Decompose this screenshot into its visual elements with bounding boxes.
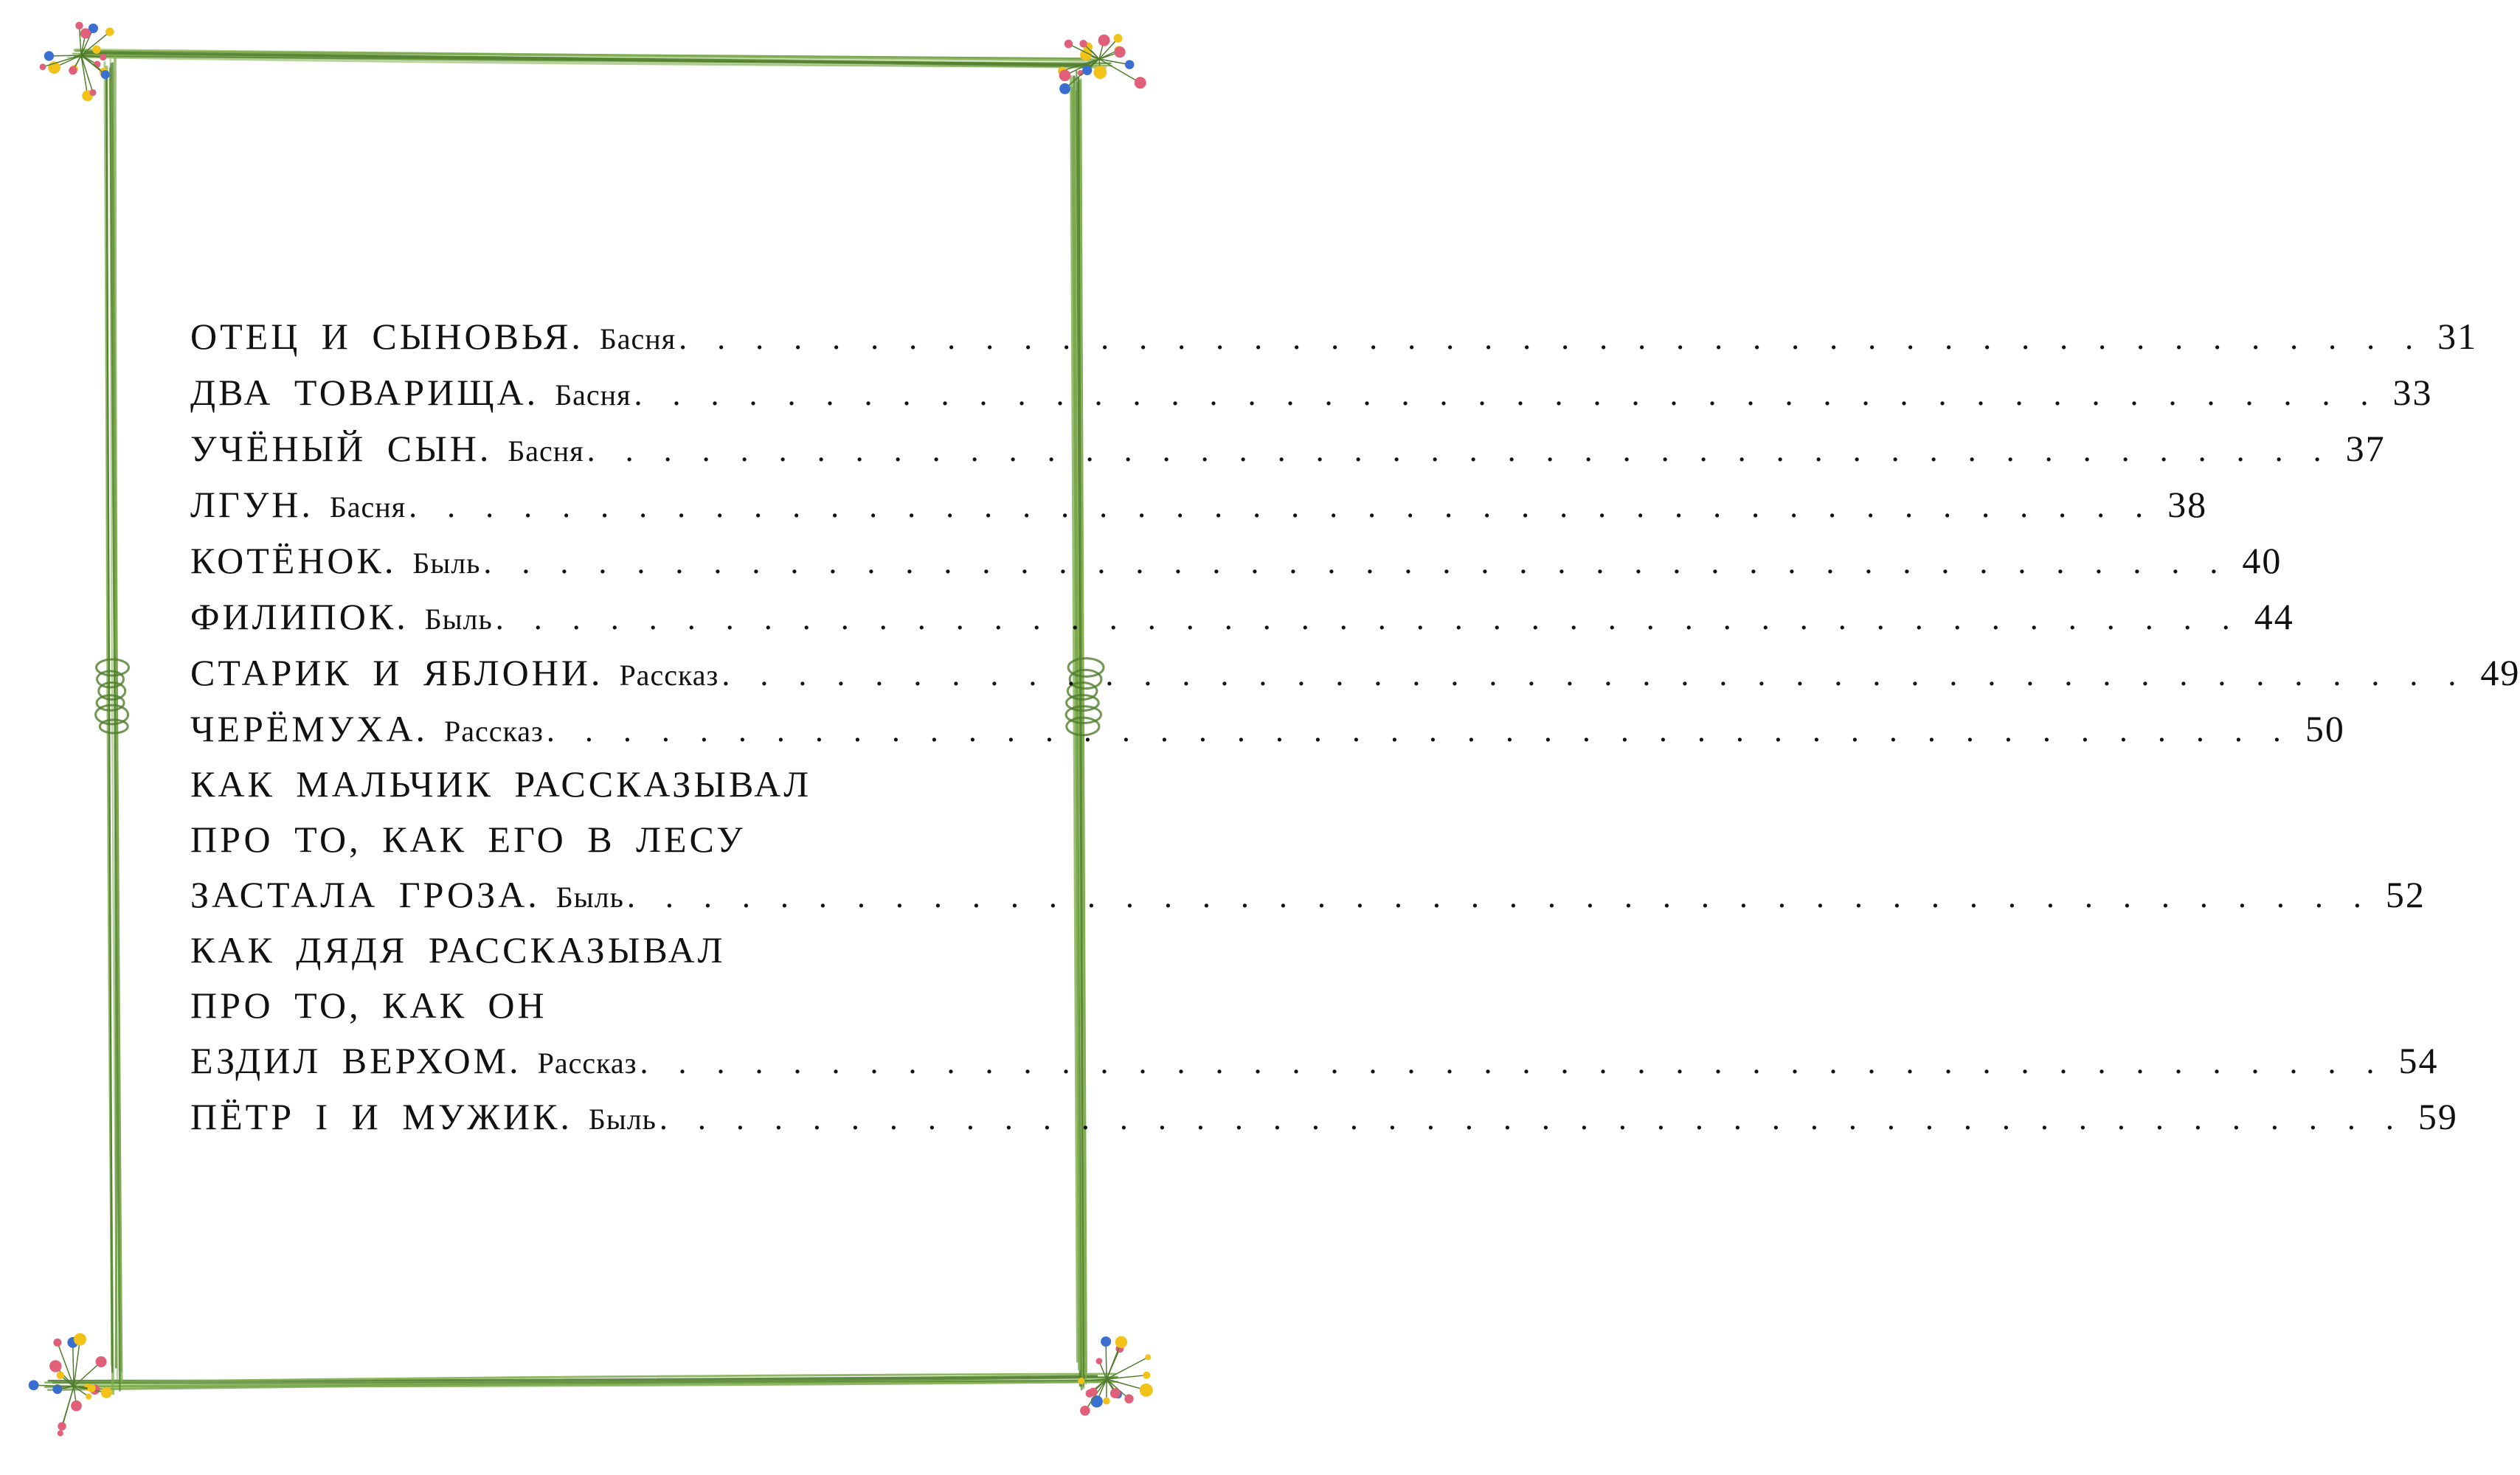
dot-leader: . . . . . . . . . . . . . . . . . . . . . . . . . . . . . . . . . . . . . . . . . . . . . . [495, 600, 2241, 636]
top-right-flower [1098, 35, 1110, 46]
toc-entry-genre: Басня [555, 378, 631, 412]
dot-leader: . . . . . . . . . . . . . . . . . . . . . . . . . . . . . . . . . . . . . . . . . . . . . . [483, 544, 2229, 580]
bottom-left-flower [57, 1371, 65, 1379]
toc-entry-page-number: 54 [2398, 1040, 2439, 1081]
bottom-right-flower [1143, 1372, 1150, 1379]
left-knot [100, 720, 128, 733]
bottom-right-flower [1103, 1398, 1110, 1405]
toc-entry-genre: Басня [329, 490, 406, 524]
toc-entry-line [190, 420, 2386, 476]
toc-entry-page-number: 50 [2305, 708, 2345, 749]
dot-leader: . . . . . . . . . . . . . . . . . . . . . . . . . . . . . . . . . . . . . . . . . . . . . . [586, 432, 2333, 468]
toc-entry-page-number: 40 [2242, 540, 2282, 581]
toc-entry-genre: Рассказ [443, 715, 544, 748]
toc-entry-line [190, 476, 2208, 532]
toc-entry-line [190, 978, 991, 1033]
toc-entry [190, 645, 2520, 701]
bottom-left-flower [96, 1356, 107, 1367]
bottom-right-flower [1140, 1384, 1153, 1397]
top-left-flower [75, 22, 83, 30]
top-right-flower [1059, 70, 1071, 82]
toc-entry-line [190, 1033, 2439, 1089]
top-left-flower [80, 28, 91, 38]
toc-entry-genre: Быль [555, 881, 624, 914]
toc-entry-line [190, 757, 991, 812]
top-right-flower [1135, 77, 1146, 88]
toc-entry-page-number: 31 [2437, 316, 2478, 357]
toc-entry [190, 308, 2478, 364]
toc-entry-genre: Быль [588, 1103, 657, 1136]
toc-entry-line [190, 645, 2520, 701]
dot-leader: . . . . . . . . . . . . . . . . . . . . . . . . . . . . . . . . . . . . . . . . . . . . . . [409, 488, 2155, 524]
toc-entry-line [190, 701, 2345, 757]
top-left-flower [92, 45, 101, 54]
top-left-flower [89, 89, 96, 96]
toc-entry-genre: Быль [424, 603, 493, 636]
toc-entry-page-number: 59 [2417, 1096, 2458, 1137]
toc-entry-page-number: 49 [2480, 652, 2520, 693]
bottom-left-flower [58, 1422, 66, 1430]
toc-entry-title: ПЁТР I И МУЖИК. [190, 1096, 572, 1137]
toc-entry-page-number: 52 [2385, 874, 2426, 915]
toc-entry-title: ЛГУН. [190, 484, 314, 525]
toc-entry-title: ОТЕЦ И СЫНОВЬЯ. [190, 316, 584, 357]
bottom-right-flower [1115, 1336, 1127, 1348]
toc-entry-line [190, 589, 2294, 645]
top-right-flower [1093, 66, 1107, 79]
dot-leader: . . . . . . . . . . . . . . . . . . . . . . . . . . . . . . . . . . . . . . . . . . . . . . [546, 712, 2292, 749]
top-left-flower [105, 27, 114, 36]
toc-entry-page-number: 44 [2254, 596, 2294, 637]
toc-entry-title: ЧЕРЁМУХА. [190, 708, 428, 749]
dot-leader: . . . . . . . . . . . . . . . . . . . . . . . . . . . . . . . . . . . . . . . . . . . . . . [634, 376, 2380, 412]
bottom-left-flower [53, 1339, 61, 1347]
toc-entry-title: ЗАСТАЛА ГРОЗА. [190, 874, 540, 915]
top-right-flower [1059, 83, 1070, 94]
toc-entry-line [190, 364, 2433, 420]
bottom-right-flower [1124, 1395, 1133, 1403]
bottom-right-flower [1145, 1354, 1151, 1360]
toc-entry [190, 923, 2439, 1089]
dot-leader: . . . . . . . . . . . . . . . . . . . . . . . . . . . . . . . . . . . . . . . . . . . . . . [679, 320, 2425, 356]
bottom-left-flower [88, 1384, 96, 1392]
top-left-flower [40, 63, 46, 70]
toc-entry [190, 364, 2433, 420]
bottom-left-flower [86, 1394, 91, 1400]
toc-entry [190, 757, 2426, 923]
top-left-flower [101, 70, 110, 79]
bottom-right-flower [1078, 1378, 1084, 1384]
bottom-right-flower [1101, 1336, 1111, 1347]
dot-leader: . . . . . . . . . . . . . . . . . . . . . . . . . . . . . . . . . . . . . . . . . . . . . . [659, 1100, 2405, 1136]
toc-entry-title: КАК ДЯДЯ РАССКАЗЫВАЛ [190, 929, 726, 971]
top-left-flower [44, 51, 54, 60]
bottom-right-flower [1091, 1395, 1103, 1407]
toc-entry-page-number: 37 [2345, 428, 2386, 469]
toc-entry-title: ФИЛИПОК. [190, 596, 409, 637]
top-right-flower [1082, 66, 1092, 75]
toc-entry-title: КАК МАЛЬЧИК РАССКАЗЫВАЛ [190, 763, 812, 805]
toc-entry-line [190, 308, 2478, 364]
toc-entry-line [190, 923, 991, 978]
toc-entry-title: ПРО ТО, КАК ОН [190, 985, 547, 1026]
toc-entry-line [190, 1089, 2458, 1145]
toc-entry [190, 532, 2282, 589]
bottom-right-flower [1095, 1358, 1102, 1364]
dot-leader: . . . . . . . . . . . . . . . . . . . . . . . . . . . . . . . . . . . . . . . . . . . . . . [721, 656, 2468, 693]
toc-entry-genre: Быль [412, 546, 481, 580]
bottom-right-flower [1110, 1388, 1121, 1398]
toc-entry-genre: Басня [508, 434, 584, 468]
bottom-right-flower-stem [1106, 1342, 1107, 1379]
toc-entry-title: ДВА ТОВАРИЩА. [190, 372, 539, 413]
bottom-right-flower [1080, 1406, 1090, 1416]
top-left-flower [69, 66, 77, 74]
toc-entry-title: СТАРИК И ЯБЛОНИ. [190, 652, 603, 693]
bottom-left-flower [101, 1387, 112, 1398]
toc-entry-page-number: 33 [2392, 372, 2433, 413]
top-right-flower [1065, 40, 1073, 48]
toc-entry-page-number: 38 [2167, 484, 2208, 525]
bottom-left-flower [74, 1333, 86, 1346]
toc-entry-line [190, 812, 991, 867]
bottom-left-flower [29, 1380, 39, 1390]
toc-entry-title: ЕЗДИЛ ВЕРХОМ. [190, 1040, 522, 1081]
toc-entry-line [190, 532, 2282, 589]
top-right-flower [1114, 46, 1125, 58]
toc-entry-title: УЧЁНЫЙ СЫН. [190, 428, 492, 469]
dot-leader: . . . . . . . . . . . . . . . . . . . . . . . . . . . . . . . . . . . . . . . . . . . . . . [640, 1044, 2386, 1080]
top-left-flower-stem [81, 55, 88, 96]
toc-entry [190, 1089, 2458, 1145]
toc-entry-title: ПРО ТО, КАК ЕГО В ЛЕСУ [190, 819, 746, 860]
top-right-flower [1079, 40, 1087, 47]
toc-entry-genre: Рассказ [619, 659, 719, 692]
bottom-left-flower [71, 1401, 82, 1412]
toc-entry-line [190, 867, 2426, 923]
bottom-left-flower [49, 1360, 61, 1372]
bottom-left-flower [58, 1430, 63, 1436]
toc-entry-title: КОТЁНОК. [190, 540, 397, 581]
bottom-right-flower [1089, 1388, 1098, 1397]
toc-entry-genre: Басня [599, 322, 676, 355]
top-right-flower [1125, 60, 1134, 69]
toc-entry [190, 589, 2294, 645]
toc-entry [190, 420, 2386, 476]
toc-entry [190, 701, 2345, 757]
table-of-contents [190, 308, 2520, 1145]
dot-leader: . . . . . . . . . . . . . . . . . . . . . . . . . . . . . . . . . . . . . . . . . . . . . . [626, 878, 2372, 914]
top-left-flower [100, 54, 106, 60]
top-right-flower [1114, 34, 1123, 43]
toc-entry [190, 476, 2208, 532]
toc-entry-genre: Рассказ [537, 1047, 637, 1080]
